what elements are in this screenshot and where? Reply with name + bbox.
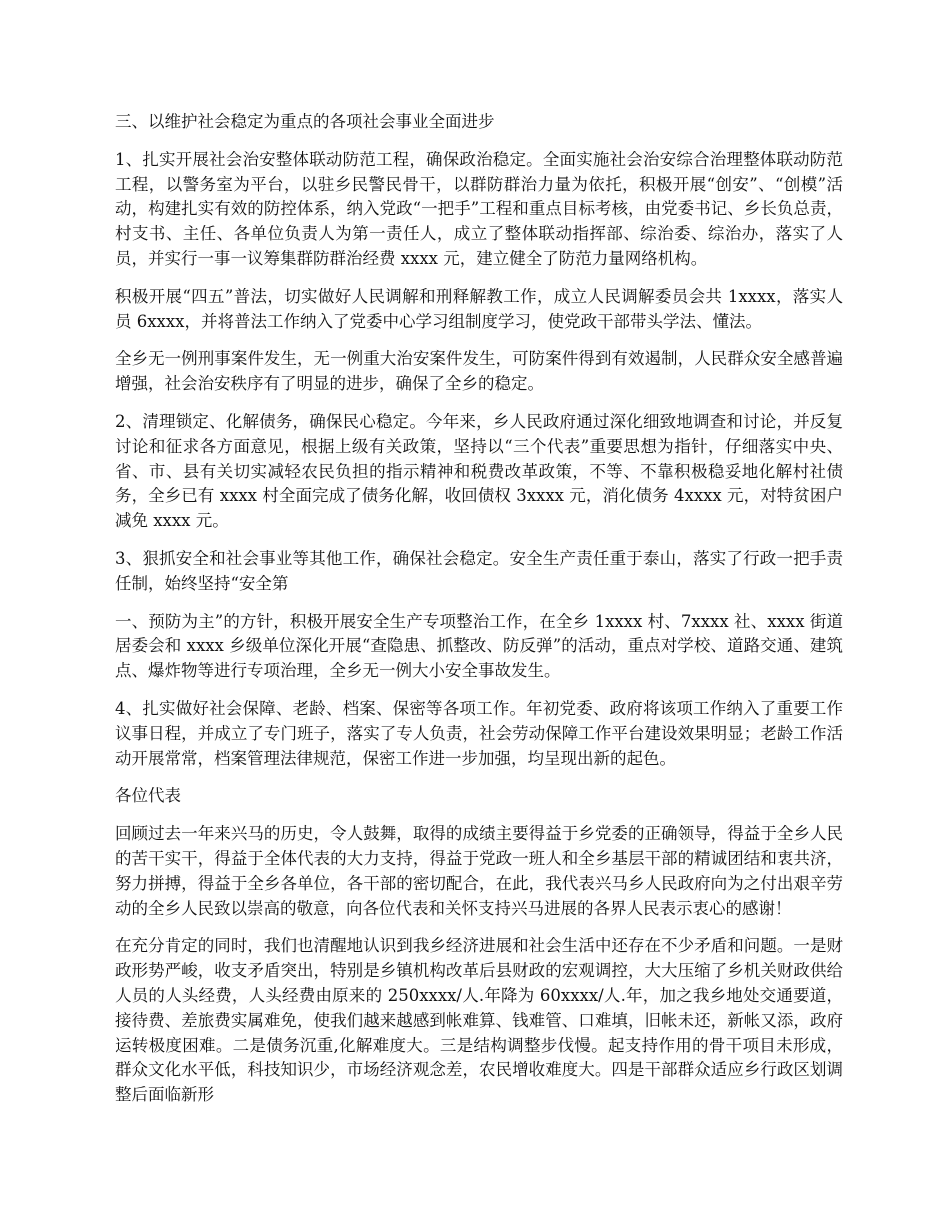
paragraph-problems: 在充分肯定的同时，我们也清醒地认识到我乡经济进展和社会生活中还存在不少矛盾和问题。一是财政形势严峻，收支矛盾突出，特别是乡镇机构改革后县财政的宏观调控，大大压缩了乡机关财政供给人员的人头经费，人头经费由原来的 250xxxx/人.年降为 60xxxx/人.年，加之我乡地处交通要道，接待费、差旅费实属难免，使我们越来越感到帐难算、钱难管、口难填，旧帐未还，新帐又添，政府运转极度困难。二是债务沉重,化解难度大。三是结构调整步伐慢。起支持作用的骨干项目未形成，群众文化水平低，科技知识少，市场经济观念差，农民增收难度大。四是干部群众适应乡行政区划调整后面临新形 <box>115 936 843 1105</box>
paragraph-debt-resolution: 2、清理锁定、化解债务，确保民心稳定。今年来，乡人民政府通过深化细致地调查和讨论，并反复讨论和征求各方面意见，根据上级有关政策，坚持以“三个代表”重要思想为指针，仔细落实中央、省、市、县有关切实减轻农民负担的指示精神和税费改革政策，不等、不靠积极稳妥地化解村社债务，全乡已有 xxxx 村全面完成了债务化解，收回债权 3xxxx 元，消化债务 4xxxx 元，对特贫困户减免 xxxx 元。 <box>115 411 843 531</box>
paragraph-legal-education: 积极开展“四五”普法，切实做好人民调解和刑释解教工作，成立人民调解委员会共 1xxxx，落实人员 6xxxx，并将普法工作纳入了党委中心学习组制度学习，使党政干部带头学法、懂法。 <box>115 286 843 331</box>
paragraph-social-security: 4、扎实做好社会保障、老龄、档案、保密等各项工作。年初党委、政府将该项工作纳入了重要工作议事日程，并成立了专门班子，落实了专人负责，社会劳动保障工作平台建设效果明显；老龄工作活动开展常常，档案管理法律规范，保密工作进一步加强，均呈现出新的起色。 <box>115 698 843 768</box>
paragraph-safety-work: 3、狠抓安全和社会事业等其他工作，确保社会稳定。安全生产责任重于泰山，落实了行政一把手责任制，始终坚持“安全第 <box>115 548 843 593</box>
paragraph-no-criminal-cases: 全乡无一例刑事案件发生，无一例重大治安案件发生，可防案件得到有效遏制，人民群众安全感普遍增强，社会治安秩序有了明显的进步，确保了全乡的稳定。 <box>115 349 843 394</box>
paragraph-public-security: 1、扎实开展社会治安整体联动防范工程，确保政治稳定。全面实施社会治安综合治理整体联动防范工程，以警务室为平台，以驻乡民警民骨干，以群防群治力量为依托，积极开展“创安”、“创模”活动，构建扎实有效的防控体系，纳入党政“一把手”工程和重点目标考核，由党委书记、乡长负总责，村支书、主任、各单位负责人为第一责任人，成立了整体联动指挥部、综治委、综治办，落实了人员，并实行一事一议筹集群防群治经费 xxxx 元，建立健全了防范力量网络机构。 <box>115 149 843 268</box>
paragraph-address-delegates: 各位代表 <box>115 786 181 806</box>
paragraph-safety-prevention: 一、预防为主”的方针，积极开展安全生产专项整治工作，在全乡 1xxxx 村、7xxxx 社、xxxx 街道居委会和 xxxx 乡级单位深化开展“查隐患、抓整改、防反弹”的活动，重点对学校、道路交通、建筑点、爆炸物等进行专项治理，全乡无一例大小安全事故发生。 <box>115 611 843 681</box>
section-heading: 三、以维护社会稳定为重点的各项社会事业全面进步 <box>115 112 495 131</box>
document-body <box>115 110 843 1121</box>
paragraph-review-thanks: 回顾过去一年来兴马的历史，令人鼓舞，取得的成绩主要得益于乡党委的正确领导，得益于全乡人民的苦干实干，得益于全体代表的大力支持，得益于党政一班人和全乡基层干部的精诚团结和衷共济，努力拼搏，得益于全乡各单位，各干部的密切配合，在此，我代表兴马乡人民政府向为之付出艰辛劳动的全乡人民致以崇高的敬意，向各位代表和关怀支持兴马进展的各界人民表示衷心的感谢！ <box>115 824 843 918</box>
